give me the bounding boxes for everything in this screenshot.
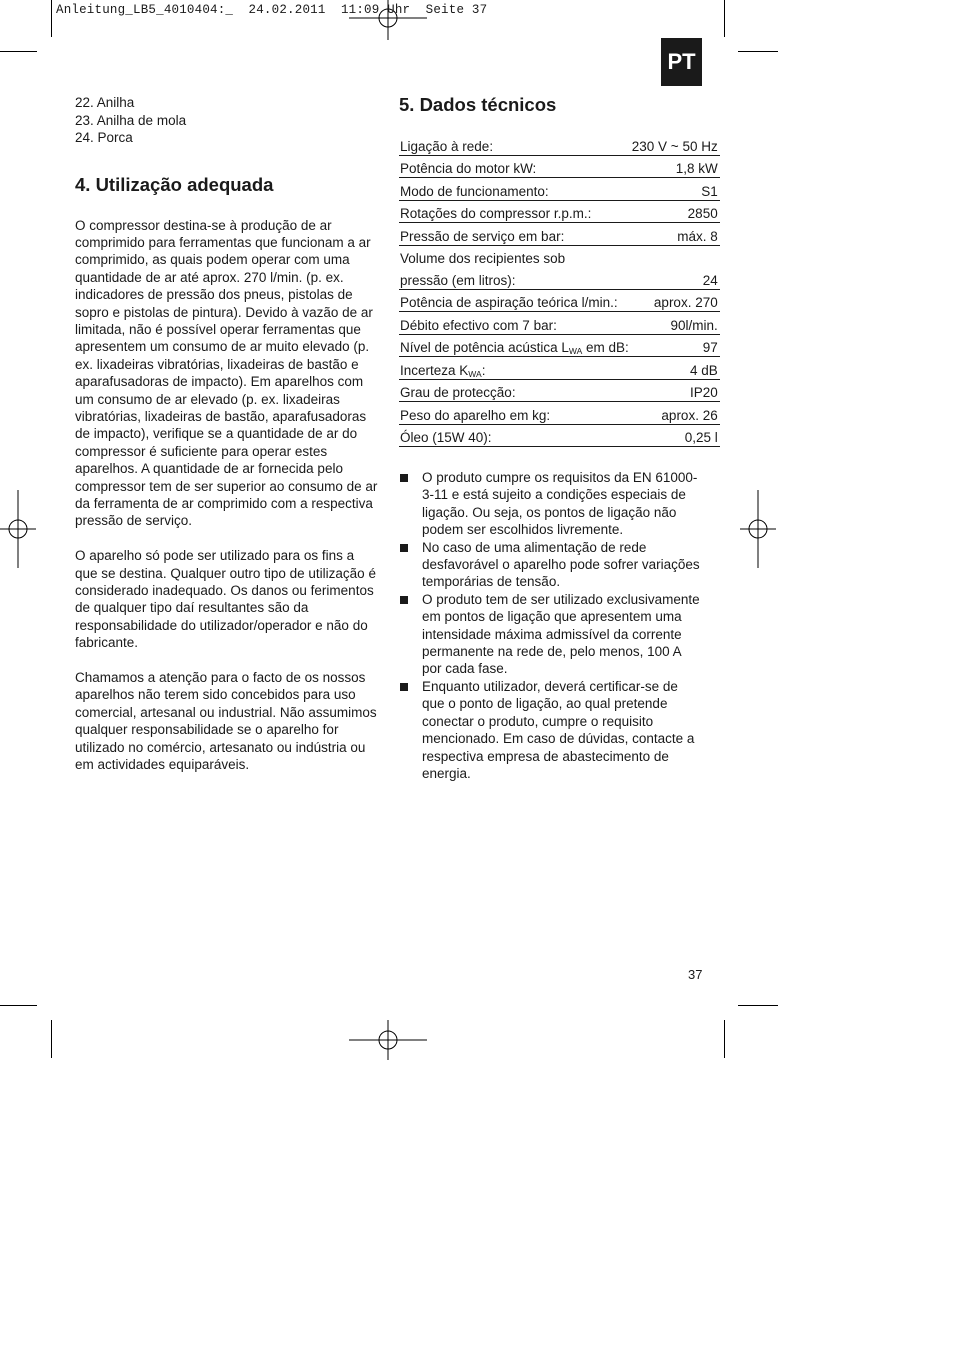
list-item: 24. Porca	[75, 130, 133, 145]
spec-value: 230 V ~ 50 Hz	[631, 133, 720, 155]
paragraph: O compressor destina-se à produção de ar comprimido para ferramentas que funcionam a ar comprimido, as quais podem operar com uma quantidade de ar até aprox. 270 l/min. (p. ex. indicadores de pressão dos pneus, pistolas de sopro e pistolas de pintura). Devido à vazão de ar limitada, não é possível operar ferramentas que apresentem um consumo de ar muito elevado (p. ex. lixadeiras vibratórias, lixadeiras de bastão e aparafusadoras de impacto). Em aparelhos com um consumo de ar elevado (p. ex. lixadeiras vibratórias, lixadeiras de bastão, aparafusadoras de impacto), verifique se a quantidade de ar do compressor é suficiente para operar estes aparelhos. A quantidade de ar fornecida pelo compressor tem de ser superior ao consumo de ar da ferramenta de ar comprimido com a respectiva pressão de serviço.	[75, 217, 378, 529]
parts-list	[75, 94, 380, 147]
spec-label-text: Nível de potência acústica L	[400, 340, 569, 355]
table-row	[399, 357, 720, 380]
spec-label: Ligação à rede:	[399, 133, 631, 155]
note-text: O produto cumpre os requisitos da EN 61000-3-11 e está sujeito a condições especiais de ligação. Ou seja, os pontos de ligação não podem ser escolhidos livremente.	[422, 470, 698, 538]
spec-value: IP20	[631, 379, 720, 402]
spec-label: Peso do aparelho em kg:	[399, 402, 631, 425]
spec-value: aprox. 270	[631, 289, 720, 312]
print-header: Anleitung_LB5_4010404:_ 24.02.2011 11:09 Uhr Seite 37	[56, 3, 488, 17]
table-row	[399, 155, 720, 178]
subscript: WA	[568, 346, 583, 356]
spec-label: pressão (em litros):	[399, 267, 631, 289]
crop-mark	[724, 1020, 725, 1058]
notes-list	[399, 469, 702, 782]
right-column	[399, 94, 718, 782]
paragraph: O aparelho só pode ser utilizado para os fins a que se destina. Qualquer outro tipo de utilização é considerado inadequado. Os danos ou ferimentos de qualquer tipo daí resultantes são da responsabilidade do utilizador/operador e não do fabricante.	[75, 548, 376, 651]
list-item	[399, 591, 702, 678]
list-item	[399, 678, 702, 782]
crop-mark	[51, 0, 52, 37]
spec-label-text: em dB:	[582, 340, 629, 355]
list-item: 22. Anilha	[75, 95, 135, 110]
left-column	[75, 94, 380, 773]
table-row	[399, 178, 720, 201]
spec-value: 4 dB	[631, 357, 720, 380]
crop-mark	[738, 1005, 778, 1006]
spec-table	[399, 133, 720, 447]
language-badge: PT	[661, 38, 702, 86]
note-text: O produto tem de ser utilizado exclusivamente em pontos de ligação que apresentem uma intensidade máxima admissível da corrente permanente na rede de, pelo menos, 100 A por cada fase.	[422, 591, 700, 677]
bullet-square-icon	[400, 544, 408, 552]
table-row	[399, 223, 720, 246]
spec-value: máx. 8	[631, 223, 720, 246]
table-row	[399, 289, 720, 312]
spec-value: 0,25 l	[631, 424, 720, 447]
section-5-heading: 5. Dados técnicos	[399, 94, 557, 115]
table-row	[399, 424, 720, 447]
table-row	[399, 334, 720, 357]
table-row	[399, 267, 720, 289]
bullet-square-icon	[400, 474, 408, 482]
spec-label-text: Incerteza K	[400, 362, 469, 378]
spec-label: Pressão de serviço em bar:	[399, 223, 631, 246]
spec-label: Débito efectivo com 7 bar:	[399, 312, 631, 335]
spec-label: Volume dos recipientes sob	[400, 251, 566, 266]
subscript: WA	[468, 368, 482, 379]
spec-value: 97	[631, 334, 720, 357]
paragraph: Chamamos a atenção para o facto de os nossos aparelhos não terem sido concebidos para uso comercial, artesanal ou industrial. Não assumimos qualquer responsabilidade se o aparelho for utilizado no comércio, artesanato ou indústria ou em actividades equiparáveis.	[75, 670, 377, 773]
spec-label: Grau de protecção:	[399, 379, 631, 402]
spec-label: Modo de funcionamento:	[399, 178, 631, 201]
bullet-square-icon	[400, 683, 408, 691]
list-item	[399, 539, 702, 591]
crop-mark	[738, 51, 778, 52]
table-row	[399, 245, 720, 267]
registration-mark-icon	[0, 490, 36, 568]
registration-mark-icon	[349, 1020, 427, 1060]
bullet-square-icon	[400, 596, 408, 604]
section-4-heading: 4. Utilização adequada	[75, 173, 274, 195]
table-row	[399, 133, 720, 155]
spec-label: Potência de aspiração teórica l/min.:	[399, 289, 631, 312]
crop-mark	[724, 0, 725, 37]
crop-mark	[0, 1005, 37, 1006]
note-text: No caso de uma alimentação de rede desfavorável o aparelho pode sofrer variações temporárias de tensão.	[422, 539, 700, 590]
note-text: Enquanto utilizador, deverá certificar-se de que o ponto de ligação, ao qual pretende conectar o produto, cumpre o requisito mencionado. Em caso de dúvidas, contacte a respectiva empresa de abastecimento de energia.	[422, 678, 695, 781]
table-row	[399, 312, 720, 335]
registration-mark-icon	[740, 490, 776, 568]
spec-value: 2850	[631, 200, 720, 223]
spec-label: Óleo (15W 40):	[399, 424, 631, 447]
spec-label	[399, 357, 631, 380]
table-row	[399, 379, 720, 402]
list-item: 23. Anilha de mola	[75, 112, 187, 128]
spec-label	[399, 334, 631, 357]
spec-label-text: :	[481, 362, 486, 378]
spec-value: 24	[631, 267, 720, 289]
table-row	[399, 402, 720, 425]
spec-label: Potência do motor kW:	[399, 155, 631, 178]
crop-mark	[0, 51, 37, 52]
table-row	[399, 200, 720, 223]
page-number: 37	[688, 967, 703, 982]
spec-value: aprox. 26	[631, 402, 720, 425]
list-item	[399, 469, 702, 539]
crop-mark	[51, 1020, 52, 1058]
spec-value: 90l/min.	[631, 312, 720, 335]
spec-label: Rotações do compressor r.p.m.:	[399, 200, 631, 223]
spec-value: S1	[631, 178, 720, 201]
spec-value: 1,8 kW	[631, 155, 720, 178]
